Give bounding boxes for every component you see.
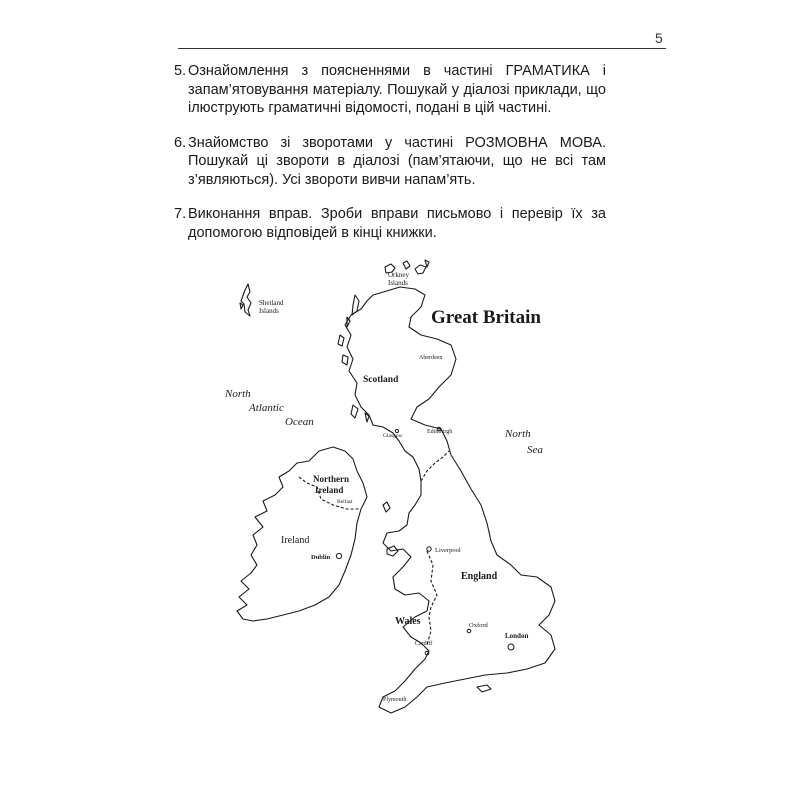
- great-britain-outline: [345, 287, 555, 713]
- edinburgh-label: Edinburgh: [427, 429, 453, 435]
- instruction-number: 6.: [174, 134, 187, 151]
- instruction-item-5: [174, 62, 606, 118]
- cardiff-label: Cardiff: [415, 641, 433, 647]
- glasgow-label: Glasgow: [383, 433, 403, 439]
- wales-england-border: [427, 551, 437, 645]
- liverpool-marker: [427, 547, 431, 551]
- england-label: England: [461, 571, 498, 582]
- dublin-marker: [336, 553, 341, 558]
- instruction-item-6: [174, 134, 606, 190]
- london-label: London: [505, 632, 529, 640]
- map-title: Great Britain: [431, 307, 541, 328]
- scotland-england-border: [421, 451, 449, 481]
- instruction-text: Ознайомлення з поясненнями в частині ГРАМАТИКА і запам’ятовування матеріалу. Пошукай у діалозі приклади, що ілюструють граматичні відомості, подані в цій частині.: [188, 63, 606, 116]
- wales-label: Wales: [395, 616, 421, 627]
- ireland-label: Ireland: [281, 535, 310, 546]
- oxford-marker: [467, 629, 471, 633]
- north-atlantic-label: North Atlantic Ocean: [225, 388, 314, 428]
- dublin-label: Dublin: [311, 554, 331, 561]
- aberdeen-label: Aberdeen: [419, 355, 443, 361]
- header-rule: [178, 48, 666, 49]
- scotland-label: Scotland: [363, 375, 399, 385]
- plymouth-label: Plymouth: [383, 697, 407, 703]
- instruction-item-7: [174, 205, 606, 242]
- western-isles-outline: [338, 295, 369, 422]
- map-svg: [215, 255, 595, 725]
- instruction-list: [174, 62, 606, 258]
- instruction-text: Виконання вправ. Зроби вправи письмово і перевір їх за допомогою відповідей в кінці книжки.: [188, 206, 606, 241]
- liverpool-label: Liverpool: [435, 547, 461, 554]
- orkney-label: Orkney Islands: [388, 271, 409, 287]
- instruction-number: 5.: [174, 63, 187, 79]
- isle-of-man-outline: [383, 502, 390, 512]
- shetland-islands-outline: [240, 284, 251, 316]
- belfast-label: Belfast: [337, 499, 353, 505]
- london-marker: [508, 644, 514, 650]
- british-isles-map: [215, 255, 595, 725]
- oxford-label: Oxford: [469, 622, 488, 629]
- isle-of-wight-outline: [477, 685, 491, 692]
- north-sea-label: North Sea: [505, 428, 543, 456]
- instruction-text: Знайомство зі зворотами у частині РОЗМОВНА МОВА. Пошукай ці звороти в діалозі (пам’ятаючи, що не всі там з’являються). Усі звороти вивчи напам’ять.: [188, 134, 606, 188]
- instruction-number: 7.: [174, 206, 187, 222]
- shetland-label: Shetland Islands: [259, 299, 284, 315]
- page-number: 5: [655, 30, 663, 46]
- northern-ireland-label: Northern Ireland: [313, 474, 349, 495]
